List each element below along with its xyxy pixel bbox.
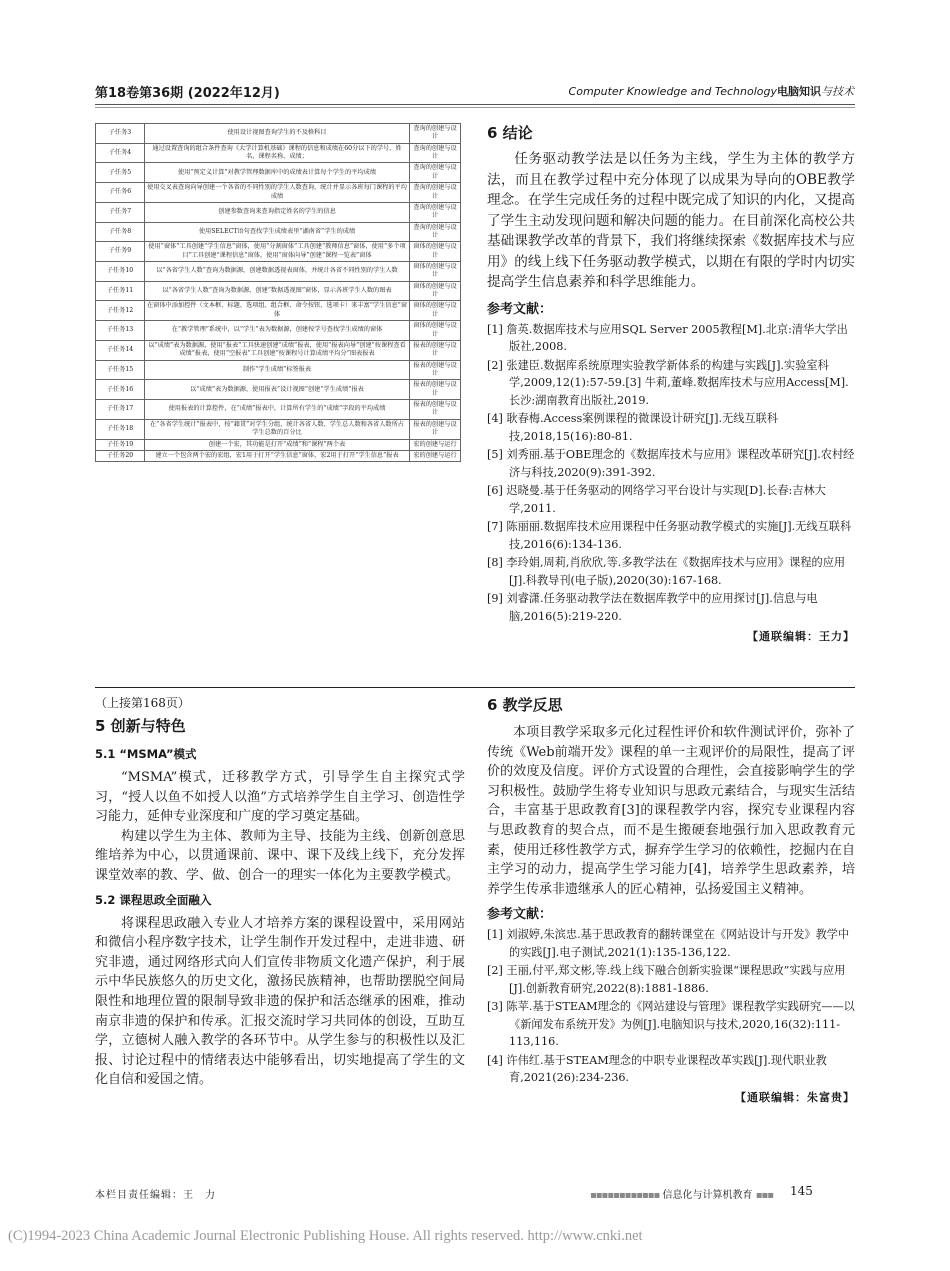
task-desc-cell: 以“各省学生人数”查询为数据源，创建数据透视表窗体，并统计各省不同性别的学生人数 [145,262,410,282]
task-desc-cell: 以“成绩”表为数据源，使用“报表”工具快速创建“成绩”报表，使用“报表向导”创建“按课程查看成绩”报表，使用“空报表”工具创建“按课程号计算成绩平均分”图表报表 [145,340,410,360]
task-id-cell: 子任务11 [96,281,145,301]
task-id-cell: 子任务15 [96,360,145,380]
reference-item: [1] 詹英.数据库技术与应用SQL Server 2005教程[M].北京:清华大学出版社,2008. [487,322,848,353]
task-id-cell: 子任务19 [96,439,145,450]
task-desc-cell: 制作“学生成绩”标签报表 [145,360,410,380]
table-row [96,400,461,420]
copyright-line: (C)1994-2023 China Academic Journal Electronic Publishing House. All rights reserved. http://www.cnki.net [8,1228,643,1244]
journal-name [569,83,854,99]
table-row [96,183,461,203]
task-desc-cell: 使用交叉表查询向导创建一个各省的不同性别的学生人数查询，统计并显示各班每门课程的平均成绩 [145,183,410,203]
subsection-heading-ideology: 5.2 课程思政全面融入 [95,892,212,907]
task-type-cell: 窗体的创建与设计 [410,281,461,301]
reference-item: [4] 耿春梅.Access案例课程的微课设计研究[J].无线互联科技,2018,15(16):80-81. [487,412,779,443]
footer-column-name [590,1186,773,1201]
task-desc-cell: 使用SELECT语句查找学生成绩表里“湖南省”学生的成绩 [145,222,410,242]
task-id-cell: 子任务12 [96,301,145,321]
task-id-cell: 子任务5 [96,163,145,183]
task-id-cell: 子任务8 [96,222,145,242]
task-id-cell: 子任务7 [96,202,145,222]
reference-item: [2] 张建臣.数据库系统原理实验教学新体系的构建与实践[J].实验室科学,2009,12(1):57-59.[3] 牛莉,董峰.数据库技术与应用Access[M].长沙:湖南教育出版社,2019. [487,358,849,407]
task-type-cell: 窗体的创建与设计 [410,321,461,341]
reference-item: [7] 陈丽丽.数据库技术应用课程中任务驱动教学模式的实施[J].无线互联科技,2016(6):134-136. [487,520,852,551]
reflection-section [487,694,855,1105]
task-type-cell: 报表的创建与设计 [410,340,461,360]
table-row [96,281,461,301]
footer-dots-right: ▪▪▪ [755,1190,774,1201]
task-desc-cell: 创建参数查询来查询指定姓名的学生的信息 [145,202,410,222]
table-row [96,242,461,262]
section-divider [95,687,855,688]
task-id-cell: 子任务4 [96,143,145,163]
reference-item: [3] 陈苹.基于STEAM理念的《网站建设与管理》课程教学实践研究——以《新闻发布系统开发》为例[J].电脑知识与技术,2020,16(32):111-113,116. [487,1000,855,1049]
task-id-cell: 子任务20 [96,450,145,461]
reference-item: [5] 刘秀丽.基于OBE理念的《数据库技术与应用》课程改革研究[J].农村经济与科技,2020(9):391-392. [487,448,855,479]
task-type-cell: 窗体的创建与设计 [410,242,461,262]
task-type-cell: 查询的创建与设计 [410,202,461,222]
footer-dots-left: ▪▪▪▪▪▪▪▪▪▪▪▪ [590,1190,660,1201]
task-desc-cell: 使用报表的计算控件，在“成绩”报表中，计算所有学生的“成绩”字段的平均成绩 [145,400,410,420]
innovation-section [95,694,465,1090]
task-id-cell: 子任务9 [96,242,145,262]
table-row [96,143,461,163]
task-desc-cell: 使用设计视图查询学生的不及格科目 [145,124,410,144]
task-id-cell: 子任务13 [96,321,145,341]
task-type-cell: 宏的创建与运行 [410,439,461,450]
reference-item: [2] 王丽,付平,郑文彬,等.线上线下融合创新实验课“课程思政”实践与应用[J].创新教育研究,2022(8):1881-1886. [487,964,846,995]
table-row [96,419,461,439]
journal-name-en: Computer Knowledge and Technology [568,85,777,98]
continued-note: （上接第168页） [95,696,190,710]
editor-credit: 【通联编辑：王力】 [747,630,855,643]
footer-column-title: 信息化与计算机教育 [662,1190,753,1201]
reference-list [487,926,855,1087]
task-id-cell: 子任务14 [96,340,145,360]
task-type-cell: 查询的创建与设计 [410,163,461,183]
task-desc-cell: 在“教学管理”系统中，以“学生”表为数据源，创建按学号查找学生成绩的窗体 [145,321,410,341]
conclusion-section [487,122,855,644]
task-type-cell: 查询的创建与设计 [410,143,461,163]
task-table [95,123,461,462]
reflection-paragraph: 本项目教学采取多元化过程性评价和软件测试评价，弥补了传统《Web前端开发》课程的单一主观评价的局限性，提高了评价的效度及信度。评价方式设置的合理性，会直接影响学生的学习积极性。鼓励学生将专业知识与思政元素结合，与现实生活结合，丰富基于思政教育[3]的课程教学内容，探究专业课程内容与思政教育的契合点，而不是生搬硬套地强行加入思政教育元素，使用迁移性教学方式，摒弃学生学习的依赖性，挖掘内在自主学习的动力，提高学生学习能力[4]，培养学生思政素养，培养学生传承非遗继承人的匠心精神，弘扬爱国主义精神。 [487,725,855,897]
task-type-cell: 查询的创建与设计 [410,222,461,242]
footer-editor: 本栏目责任编辑：王 力 [95,1190,216,1201]
reference-item: [1] 刘淑婷,朱滨忠.基于思政教育的翻转课堂在《网站设计与开发》教学中的实践[J].电子测试,2021(1):135-136,122. [487,928,850,959]
journal-name-cn: 与技术 [821,85,854,98]
reference-item: [9] 刘睿潇.任务驱动教学法在数据库教学中的应用探讨[J].信息与电脑,2016(5):219-220. [487,592,818,623]
reference-item: [8] 李玲娟,周莉,肖欣欣,等.多教学法在《数据库技术与应用》课程的应用[J].科教导刊(电子版),2020(30):167-168. [487,556,846,587]
task-id-cell: 子任务10 [96,262,145,282]
section-heading-conclusion: 6 结论 [487,124,533,142]
table-row [96,340,461,360]
task-desc-cell: 使用“预定义计算”对教学管理数据库中的成绩表计算每个学生的平均成绩 [145,163,410,183]
task-id-cell: 子任务17 [96,400,145,420]
table-row [96,202,461,222]
task-type-cell: 查询的创建与设计 [410,183,461,203]
msma-paragraph-1: “MSMA”模式，迁移教学方式，引导学生自主探究式学习，“授人以鱼不如授人以渔”方式培养学生自主学习、创造性学习能力，延伸专业深度和广度的学习奠定基础。 [95,770,465,825]
task-type-cell: 查询的创建与设计 [410,124,461,144]
ideology-paragraph: 将课程思政融入专业人才培养方案的课程设置中，采用网站和微信小程序数字技术，让学生制作开发过程中，走进非遗、研究非遗，通过网络形式向人们宣传非物质文化遗产保护，利于展示中华民族悠久的历史文化，激扬民族精神，也帮助摆脱空间局限性和地理位置的限制导致非遗的保护和活态继承的困难，推动南京非遗的保护和传承。汇报交流时学习共同体的创设，互助互学，立德树人融入教学的各环节中。从学生参与的积极性以及汇报、讨论过程中的情绪表达中能够看出，切实地提高了学生的文化自信和爱国之情。 [95,915,465,1088]
task-desc-cell: 在窗体中添加控件（文本框、标题、选项组、组合框、命令按钮、选项卡）来丰富“学生信息”窗体 [145,301,410,321]
task-desc-cell: 建立一个包含两个宏的宏组，宏1用于打开“学生信息”窗体，宏2用于打开“学生信息”报表 [145,450,410,461]
msma-paragraph-2: 构建以学生为主体、教师为主导、技能为主线、创新创意思维培养为中心，以贯通课前、课中、课下及线上线下，充分发挥课堂效率的教、学、做、创合一的理实一体化为主要教学模式。 [95,828,465,883]
task-type-cell: 报表的创建与设计 [410,380,461,400]
table-row [96,321,461,341]
editor-credit: 【通联编辑：朱富贵】 [735,1090,855,1104]
conclusion-paragraph: 任务驱动教学法是以任务为主线，学生为主体的教学方法，而且在教学过程中充分体现了以成果为导向的OBE教学理念。在学生完成任务的过程中既完成了知识的内化，又提高了学生主动发现问题和解决问题的能力。在目前深化高校公共基础课教学改革的背景下，我们将继续探索《数据库技术与应用》的线上线下任务驱动教学模式，以期在有限的学时内切实提高学生信息素养和科学思维能力。 [487,151,855,290]
header-rule-secondary [95,107,855,108]
task-desc-cell: 在“各省学生统计”报表中，按“籍贯”对学生分组，统计各省人数、学生总人数和各省人数所占学生总数的百分比 [145,419,410,439]
reference-item: [6] 迟晓曼.基于任务驱动的网络学习平台设计与实现[D].长春:吉林大学,2011. [487,484,826,515]
header-rule [95,104,855,105]
references-heading: 参考文献： [487,301,553,317]
table-row [96,262,461,282]
task-type-cell: 窗体的创建与设计 [410,301,461,321]
references-heading: 参考文献： [487,907,553,923]
task-type-cell: 报表的创建与设计 [410,360,461,380]
task-desc-cell: 以“成绩”表为数据源，使用报表“设计视图”创建“学生成绩”报表 [145,380,410,400]
task-type-cell: 报表的创建与设计 [410,419,461,439]
table-row [96,360,461,380]
section-heading-innovation: 5 创新与特色 [95,717,186,735]
section-heading-reflection: 6 教学反思 [487,696,563,714]
reference-list [487,321,855,626]
page-number: 145 [790,1184,813,1198]
task-id-cell: 子任务3 [96,124,145,144]
task-id-cell: 子任务16 [96,380,145,400]
task-id-cell: 子任务6 [96,183,145,203]
table-row [96,380,461,400]
table-row [96,163,461,183]
task-type-cell: 窗体的创建与设计 [410,262,461,282]
reference-item: [4] 许伟红.基于STEAM理念的中职专业课程改革实践[J].现代职业教育,2021(26):234-236. [487,1053,827,1085]
table-row [96,439,461,450]
subsection-heading-msma: 5.1 “MSMA”模式 [95,747,197,761]
table-row [96,450,461,461]
task-desc-cell: 通过设置查询的组合条件查询《大学计算机基础》课程的信息和成绩在60分以下的学号、姓名、课程名称、成绩； [145,143,410,163]
task-type-cell: 报表的创建与设计 [410,400,461,420]
task-desc-cell: 以“各省学生人数”查询为数据源，创建“数据透视图”窗体，显示各班学生人数的图表 [145,281,410,301]
table-row [96,301,461,321]
table-row [96,222,461,242]
task-desc-cell: 使用“窗体”工具创建“学生信息”窗体，使用“分割窗体”工具创建“教师信息”窗体，使用“多个项目”工具创建“课程信息”窗体，使用“窗体向导”创建“课程一览表”窗体 [145,242,410,262]
journal-issue: 第18卷第36期 (2022年12月) [95,86,280,101]
table-row [96,124,461,144]
task-type-cell: 宏的创建与运行 [410,450,461,461]
task-desc-cell: 创建一个宏，其功能是打开“成绩”和“课程”两个表 [145,439,410,450]
journal-name-cn-bold: 电脑知识 [777,85,821,98]
task-id-cell: 子任务18 [96,419,145,439]
